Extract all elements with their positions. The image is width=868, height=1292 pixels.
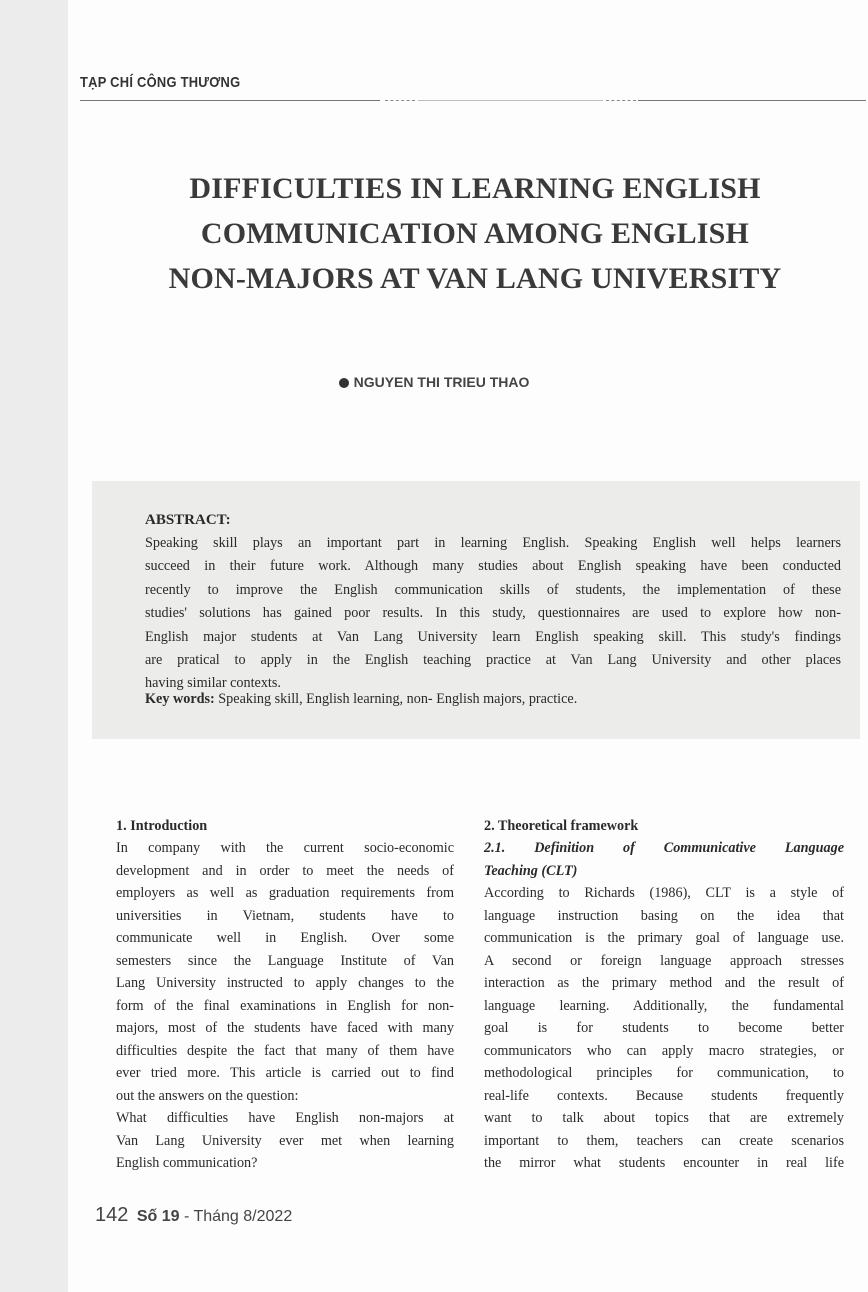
body-line: methodological principles for communication, to [484, 1065, 844, 1081]
body-line: form of the final examinations in English for non- [116, 997, 454, 1014]
body-line: universities in Vietnam, students have to [116, 907, 454, 924]
keywords-text: Speaking skill, English learning, non- English majors, practice. [214, 691, 578, 707]
body-line: interaction as the primary method and the result of [484, 975, 844, 991]
body-line: important to them, teachers can create scenarios [484, 1132, 844, 1149]
body-line: majors, most of the students have faced with many [116, 1020, 454, 1036]
body-line: Van Lang University ever met when learning [116, 1132, 454, 1149]
abstract-line: Speaking skill plays an important part in learning English. Speaking English well helps learners [145, 535, 841, 551]
body-line: communicators who can apply macro strategies, or [484, 1042, 844, 1059]
title-line: NON-MAJORS AT VAN LANG UNIVERSITY [168, 262, 782, 295]
abstract-line: having similar contexts. [145, 675, 281, 692]
body-line: language instruction basing on the idea that [484, 907, 844, 924]
body-line: communication is the primary goal of language use. [484, 930, 844, 946]
header-rule-dash [606, 100, 636, 101]
right-column [484, 815, 844, 1175]
body-line: real-life contexts. Because students frequently [484, 1087, 844, 1104]
author-name: NGUYEN THI TRIEU THAO [353, 374, 530, 390]
title-line: DIFFICULTIES IN LEARNING ENGLISH [189, 172, 761, 205]
bullet-icon [339, 378, 349, 388]
body-line: semesters since the Language Institute of Van [116, 952, 454, 969]
body-line: difficulties despite the fact that many of them have [116, 1042, 454, 1059]
page-footer [95, 1204, 292, 1227]
title-line: COMMUNICATION AMONG ENGLISH [200, 217, 750, 250]
abstract-line: are pratical to apply in the English teaching practice at Van Lang University and other places [145, 652, 841, 669]
header-rule-faint [418, 100, 603, 101]
section-heading: 2. Theoretical framework [484, 818, 639, 834]
page-number: 142 [95, 1204, 129, 1226]
subsection-heading: 2.1. Definition of Communicative Language [484, 840, 844, 856]
body-line: What difficulties have English non-majors at [116, 1110, 454, 1126]
abstract-line: studies' solutions has gained poor results. In this study, questionnaires are used to explore how non- [145, 605, 841, 622]
journal-name: TẠP CHÍ CÔNG THƯƠNG [80, 74, 241, 91]
header-rule [638, 100, 866, 101]
left-column [116, 815, 454, 1175]
abstract-text [145, 532, 841, 696]
body-line: employers as well as graduation requirements from [116, 885, 454, 901]
body-line: goal is for students to become better [484, 1020, 844, 1036]
author-line [0, 374, 868, 390]
body-line: English communication? [116, 1155, 258, 1171]
body-line: communicate well in English. Over some [116, 930, 454, 946]
body-line: out the answers on the question: [116, 1087, 299, 1104]
body-line: A second or foreign language approach stresses [484, 952, 844, 969]
issue-number: 19 [161, 1208, 180, 1225]
issue-label: Số [136, 1208, 158, 1225]
body-line: language learning. Additionally, the fundamental [484, 997, 844, 1014]
body-line: According to Richards (1986), CLT is a style of [484, 885, 844, 901]
abstract-line: succeed in their future work. Although many studies about English speaking have been conducted [145, 558, 841, 575]
abstract-line: recently to improve the English communication skills of students, the implementation of these [145, 581, 841, 598]
abstract-line: English major students at Van Lang University learn English speaking skill. This study's findings [145, 628, 841, 645]
section-heading: 1. Introduction [116, 818, 208, 834]
keywords-label: Key words: [145, 691, 215, 707]
body-line: the mirror what students encounter in real life [484, 1155, 844, 1171]
body-line: want to talk about topics that are extremely [484, 1110, 844, 1126]
issue-date: - Tháng 8/2022 [179, 1208, 293, 1225]
body-line: development and in order to meet the needs of [116, 862, 454, 879]
keywords [145, 691, 577, 708]
article-title [100, 166, 850, 301]
body-line: In company with the current socio-economic [116, 840, 454, 856]
abstract-heading: ABSTRACT: [145, 512, 231, 528]
header-rule-dash [385, 100, 415, 101]
body-line: ever tried more. This article is carried out to find [116, 1065, 454, 1081]
header-rule [80, 100, 380, 101]
body-line: Lang University instructed to apply changes to the [116, 975, 454, 991]
subsection-heading: Teaching (CLT) [484, 862, 578, 879]
